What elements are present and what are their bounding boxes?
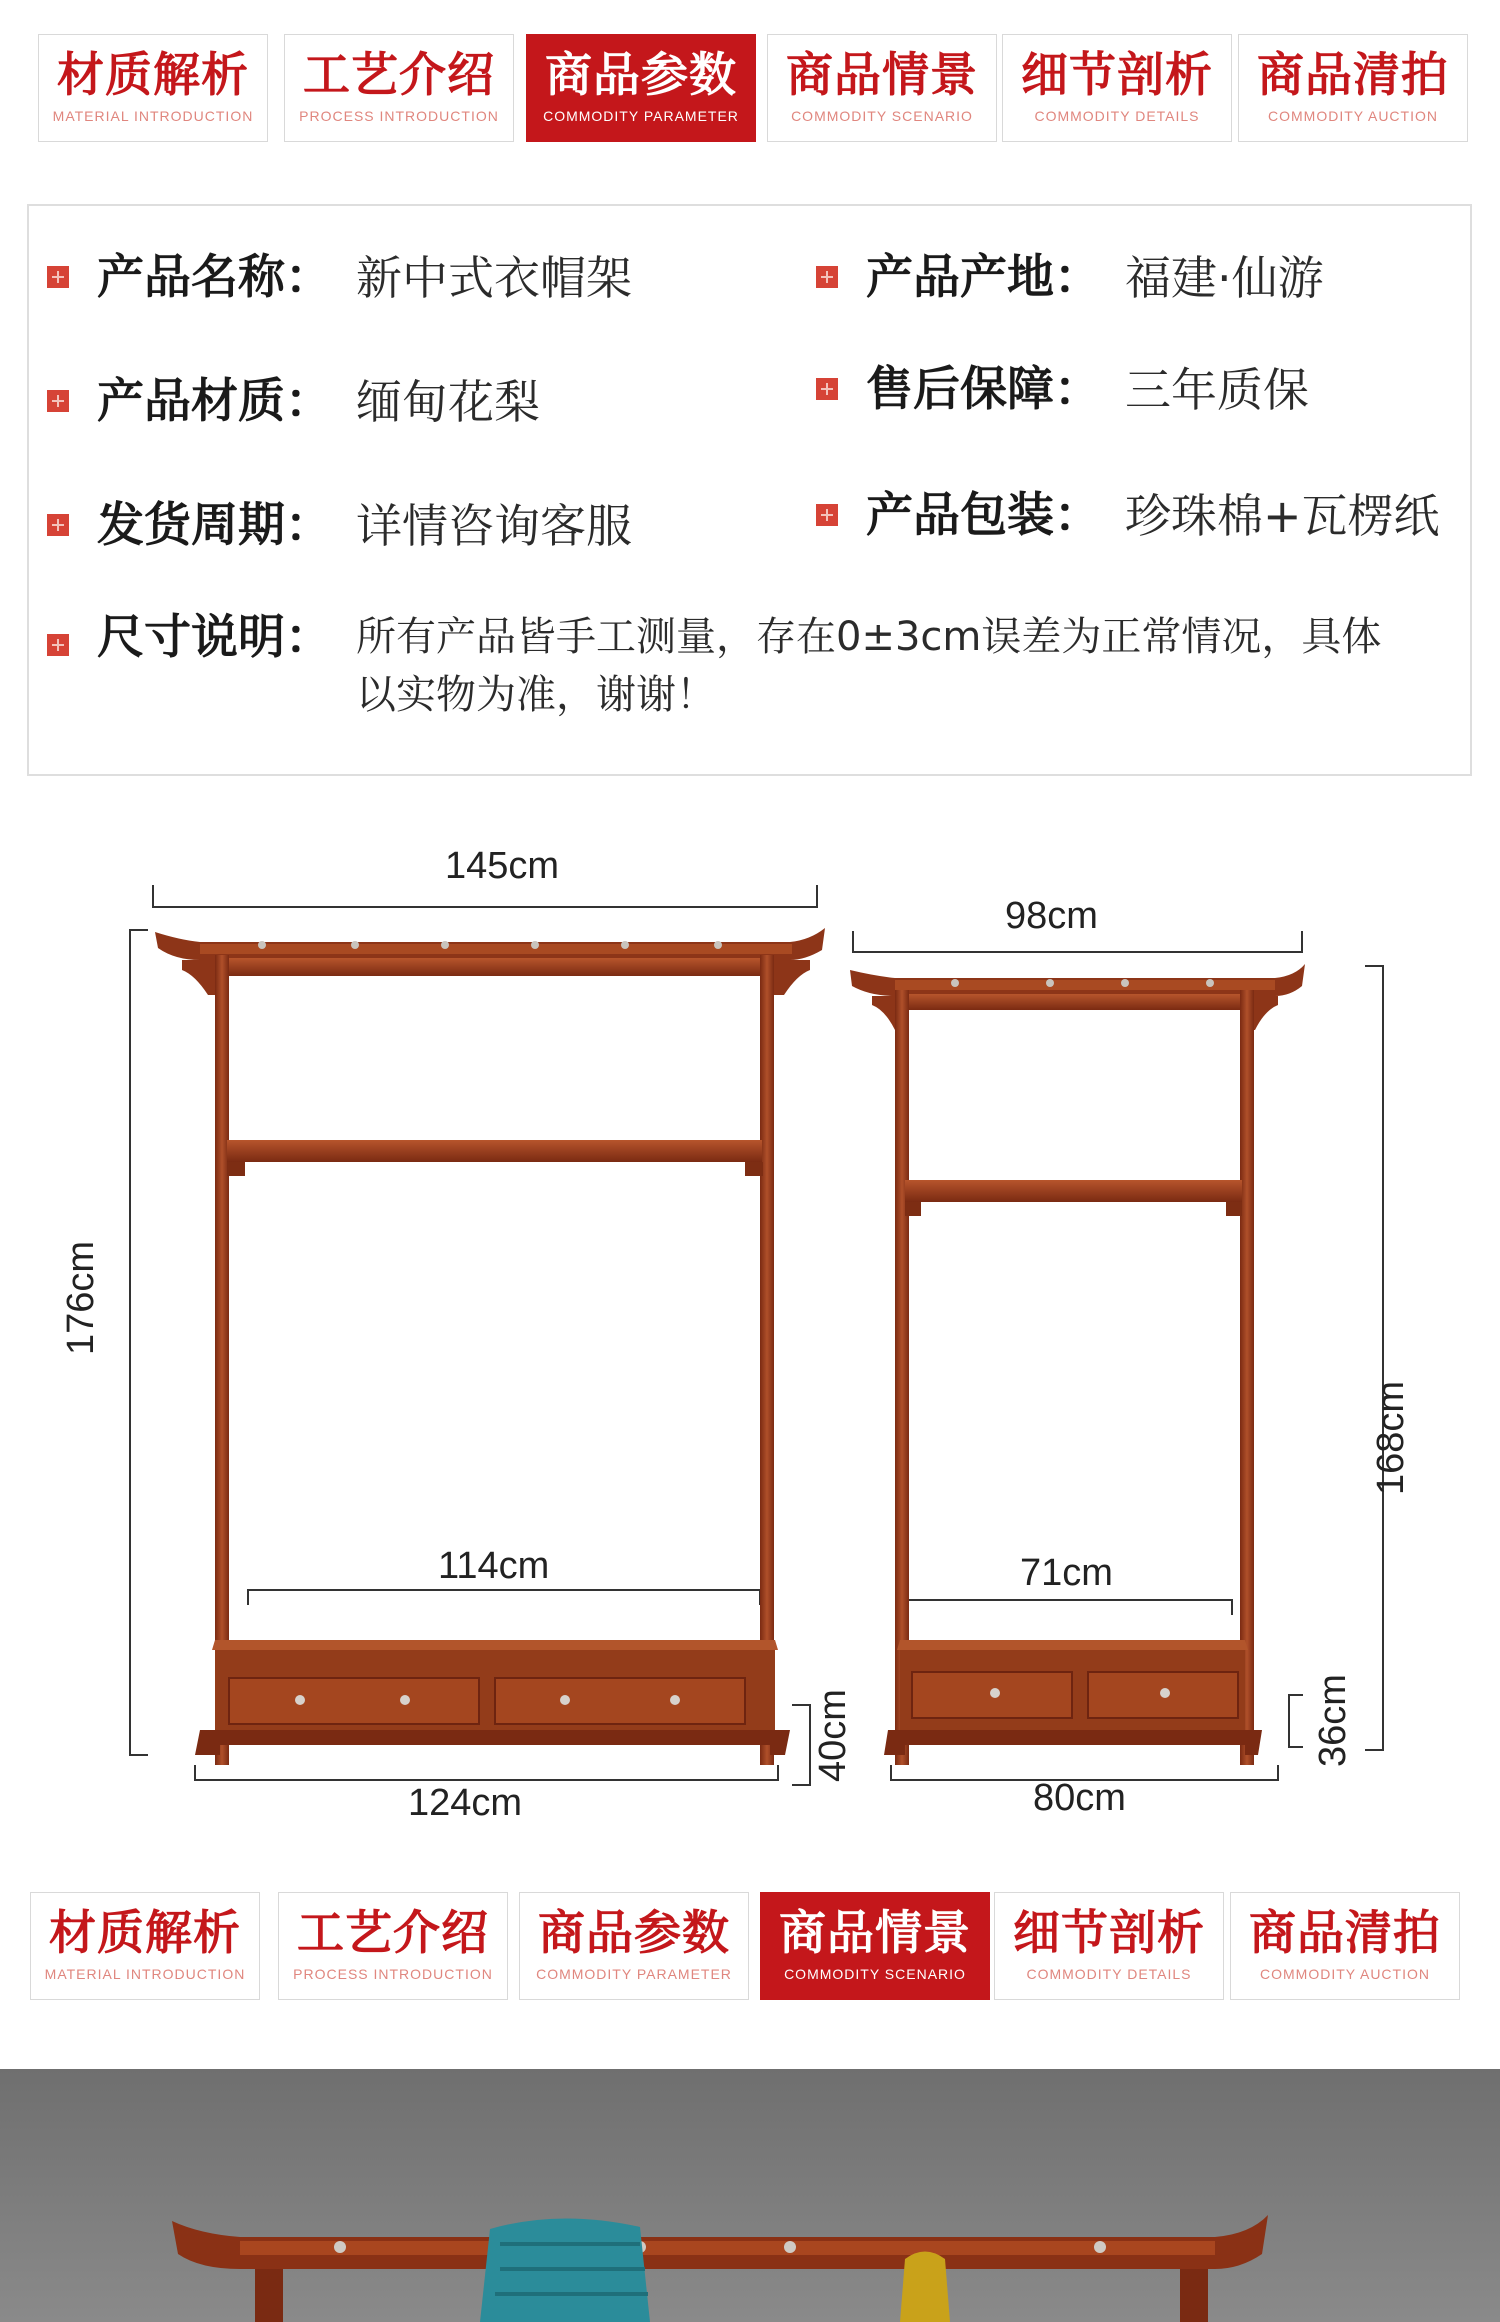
tab-label: 商品参数 bbox=[538, 1906, 730, 1961]
param-material bbox=[47, 376, 540, 428]
tab-process[interactable] bbox=[284, 34, 514, 142]
tab-parameter[interactable] bbox=[526, 34, 756, 142]
param-label: 发货周期： bbox=[97, 498, 332, 553]
large-inner-width-label: 114cm bbox=[438, 1545, 550, 1587]
tab-label: 商品参数 bbox=[545, 48, 737, 103]
tab-label: 材质解析 bbox=[49, 1906, 241, 1961]
bullet-icon bbox=[816, 378, 838, 400]
tab-label: 商品情景 bbox=[786, 48, 978, 103]
param-value: 详情咨询客服 bbox=[356, 499, 632, 553]
tab-auction[interactable] bbox=[1230, 1892, 1460, 2000]
bullet-icon bbox=[47, 266, 69, 288]
large-base-height-label: 40cm bbox=[812, 1689, 854, 1782]
bullet-icon bbox=[816, 504, 838, 526]
furniture-drawing bbox=[0, 800, 1500, 1860]
tab-sublabel: COMMODITY AUCTION bbox=[1268, 108, 1438, 124]
tab-label: 商品情景 bbox=[779, 1906, 971, 1961]
tab-material[interactable] bbox=[38, 34, 268, 142]
tab-details[interactable] bbox=[1002, 34, 1232, 142]
scenario-photo bbox=[0, 2069, 1500, 2322]
param-value: 所有产品皆手工测量，存在0±3cm误差为正常情况，具体以实物为准，谢谢！ bbox=[356, 614, 1382, 718]
param-label: 产品产地： bbox=[866, 250, 1101, 305]
param-label: 产品包装： bbox=[866, 488, 1101, 543]
tab-label: 工艺介绍 bbox=[303, 48, 495, 103]
bullet-icon bbox=[816, 266, 838, 288]
param-value: 缅甸花梨 bbox=[356, 375, 540, 429]
tab-scenario[interactable] bbox=[760, 1892, 990, 2000]
tab-sublabel: COMMODITY SCENARIO bbox=[791, 108, 973, 124]
tab-sublabel: COMMODITY SCENARIO bbox=[784, 1966, 966, 1982]
large-height-label: 176cm bbox=[60, 1240, 102, 1355]
large-rack bbox=[155, 928, 825, 1765]
tab-sublabel: PROCESS INTRODUCTION bbox=[299, 108, 499, 124]
param-delivery bbox=[47, 500, 632, 552]
param-size-note bbox=[47, 612, 1416, 724]
small-height-label: 168cm bbox=[1370, 1380, 1412, 1495]
tab-sublabel: PROCESS INTRODUCTION bbox=[293, 1966, 493, 1982]
param-label: 产品材质： bbox=[97, 374, 332, 429]
param-value: 新中式衣帽架 bbox=[356, 251, 632, 305]
param-origin bbox=[816, 252, 1324, 304]
small-rack bbox=[850, 964, 1305, 1765]
tab-label: 工艺介绍 bbox=[297, 1906, 489, 1961]
param-value: 珍珠棉+瓦楞纸 bbox=[1125, 489, 1440, 543]
tab-bar-bottom bbox=[0, 1892, 1500, 2002]
tab-process[interactable] bbox=[278, 1892, 508, 2000]
dimension-diagram bbox=[0, 800, 1500, 1860]
tab-auction[interactable] bbox=[1238, 34, 1468, 142]
scenario-photo-drawing bbox=[0, 2069, 1500, 2322]
tab-label: 细节剖析 bbox=[1021, 48, 1213, 103]
tab-label: 商品清拍 bbox=[1249, 1906, 1441, 1961]
param-name bbox=[47, 252, 632, 304]
small-base-height-label: 36cm bbox=[1312, 1674, 1354, 1767]
tab-bar-top bbox=[0, 34, 1500, 144]
tab-sublabel: MATERIAL INTRODUCTION bbox=[52, 108, 254, 124]
tab-sublabel: COMMODITY DETAILS bbox=[1026, 1966, 1192, 1982]
tab-details[interactable] bbox=[994, 1892, 1224, 2000]
tab-parameter[interactable] bbox=[519, 1892, 749, 2000]
tab-sublabel: COMMODITY AUCTION bbox=[1260, 1966, 1430, 1982]
tab-scenario[interactable] bbox=[767, 34, 997, 142]
tab-sublabel: COMMODITY PARAMETER bbox=[536, 1966, 732, 1982]
param-packaging bbox=[816, 490, 1440, 542]
bullet-icon bbox=[47, 634, 69, 656]
param-label: 售后保障： bbox=[866, 362, 1101, 417]
tab-label: 材质解析 bbox=[57, 48, 249, 103]
bullet-icon bbox=[47, 390, 69, 412]
tab-sublabel: COMMODITY DETAILS bbox=[1034, 108, 1200, 124]
tab-sublabel: COMMODITY PARAMETER bbox=[543, 108, 739, 124]
param-value: 三年质保 bbox=[1125, 363, 1309, 417]
param-warranty bbox=[816, 364, 1309, 416]
param-label: 尺寸说明： bbox=[97, 610, 332, 665]
small-inner-width-label: 71cm bbox=[1020, 1552, 1113, 1594]
large-base-width-label: 124cm bbox=[408, 1782, 523, 1824]
tab-sublabel: MATERIAL INTRODUCTION bbox=[44, 1966, 246, 1982]
tab-material[interactable] bbox=[30, 1892, 260, 2000]
param-label: 产品名称： bbox=[97, 250, 332, 305]
parameter-panel bbox=[27, 204, 1472, 776]
bullet-icon bbox=[47, 514, 69, 536]
small-top-width-label: 98cm bbox=[1005, 895, 1098, 937]
small-base-width-label: 80cm bbox=[1033, 1777, 1126, 1819]
tab-label: 细节剖析 bbox=[1013, 1906, 1205, 1961]
param-value: 福建·仙游 bbox=[1125, 251, 1324, 305]
tab-label: 商品清拍 bbox=[1257, 48, 1449, 103]
large-top-width-label: 145cm bbox=[445, 845, 560, 887]
